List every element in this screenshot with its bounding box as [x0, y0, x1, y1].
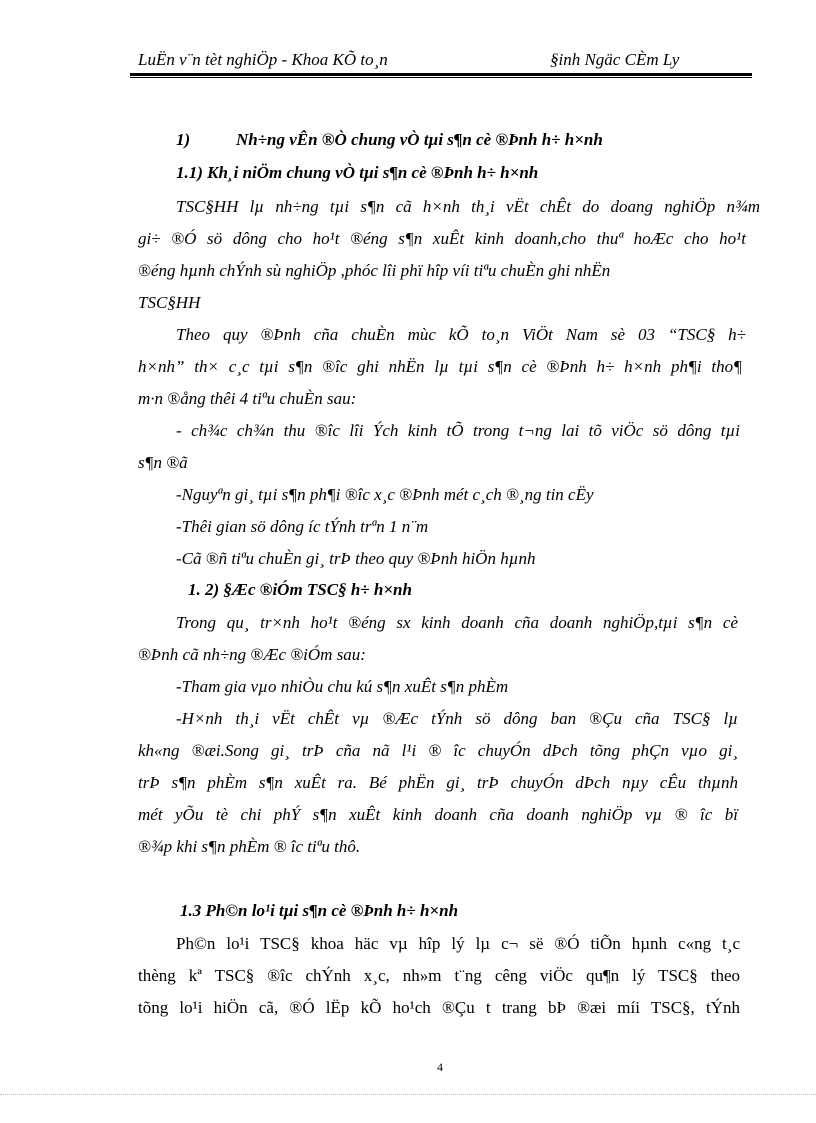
- paragraph-line: ®éng hµnh chÝnh sù nghiÖp ,phóc lîi phï hîp víi tiªu chuÈn ghi nhËn: [138, 261, 611, 280]
- page-bottom-divider: [0, 1094, 816, 1095]
- paragraph-line: mét yÕu tè chi phÝ s¶n xuÊt kinh doanh cña doanh nghiÖp vµ ® îc bï: [138, 805, 738, 824]
- paragraph-line: m·n ®ång thêi 4 tiªu chuÈn sau:: [138, 389, 357, 408]
- list-item: -Cã ®ñ tiªu chuÈn gi¸ trÞ theo quy ®Þnh hiÖn hµnh: [176, 549, 536, 568]
- paragraph-line: Theo quy ®Þnh cña chuÈn mùc kÕ to¸n ViÖt Nam sè 03 “TSC§ h÷: [176, 325, 746, 344]
- list-item: -Thêi gian sö dông íc tÝnh trªn 1 n¨m: [176, 517, 429, 536]
- paragraph-line: gi÷ ®Ó sö dông cho ho¹t ®éng s¶n xuÊt kinh doanh,cho thuª hoÆc cho ho¹t: [138, 229, 746, 248]
- list-item: -H×nh th¸i vËt chÊt vµ ®Æc tÝnh sö dông ban ®Çu cña TSC§ lµ: [176, 709, 738, 728]
- paragraph-line: thèng kª TSC§ ®îc chÝnh x¸c, nh»m t¨ng cêng viÖc qu¶n lý TSC§ theo: [138, 966, 740, 985]
- paragraph-line: ®Þnh cã nh÷ng ®Æc ®iÓm sau:: [138, 645, 366, 664]
- list-item: - ch¾c ch¾n thu ®îc lîi Ých kinh tÕ trong t¬ng lai tõ viÖc sö dông tµi: [176, 421, 740, 440]
- paragraph-line: kh«ng ®æi.Song gi¸ trÞ cña nã l¹i ® îc chuyÓn dÞch tõng phÇn vµo gi¸: [138, 741, 738, 760]
- paragraph-line: Ph©n lo¹i TSC§ khoa häc vµ hîp lý lµ c¬ së ®Ó tiÕn hµnh c«ng t¸c: [176, 934, 740, 953]
- list-item: -Tham gia vµo nhiÒu chu kú s¶n xuÊt s¶n phÈm: [176, 677, 509, 696]
- paragraph-line: TSC§HH: [138, 293, 201, 312]
- running-header: [138, 48, 718, 74]
- paragraph-line: Trong qu¸ tr×nh ho¹t ®éng sx kinh doanh cña doanh nghiÖp,tµi s¶n cè: [176, 613, 738, 632]
- paragraph-line: tõng lo¹i hiÖn cã, ®Ó lËp kÕ ho¹ch ®Çu t trang bÞ ®æi míi TSC§, tÝnh: [138, 998, 740, 1017]
- header-thesis-title: LuËn v¨n tèt nghiÖp - Khoa KÕ to¸n: [138, 50, 388, 69]
- section-1-2-heading: 1. 2) §Æc ®iÓm TSC§ h÷ h×nh: [188, 580, 412, 599]
- paragraph-line: ®¾p khi s¶n phÈm ® îc tiªu thô.: [138, 837, 361, 856]
- section-1-1-heading: 1.1) Kh¸i niÖm chung vÒ tµi s¶n cè ®Þnh h÷ h×nh: [176, 163, 539, 182]
- list-item-continuation: s¶n ®ã: [138, 453, 188, 472]
- section-1-heading: Nh÷ng vÊn ®Ò chung vÒ tµi s¶n cè ®Þnh h÷ h×nh: [236, 130, 603, 149]
- header-divider: [130, 73, 752, 78]
- section-1-number: 1): [176, 130, 191, 149]
- paragraph-line: TSC§HH lµ nh÷ng tµi s¶n cã h×nh th¸i vËt chÊt do doang nghiÖp n¾m: [176, 197, 760, 216]
- page-number: 4: [437, 1060, 443, 1074]
- header-author-name: §inh Ngäc CÈm Ly: [550, 50, 680, 69]
- paragraph-line: h×nh” th× c¸c tµi s¶n ®îc ghi nhËn lµ tµi s¶n cè ®Þnh h÷ h×nh ph¶i tho¶: [138, 357, 742, 376]
- section-1-3-heading: 1.3 Ph©n lo¹i tµi s¶n cè ®Þnh h÷ h×nh: [180, 901, 459, 920]
- paragraph-line: trÞ s¶n phÈm s¶n xuÊt ra. Bé phËn gi¸ trÞ chuyÓn dÞch nµy cÊu thµnh: [138, 773, 738, 792]
- list-item: -Nguyªn gi¸ tµi s¶n ph¶i ®îc x¸c ®Þnh mét c¸ch ®¸ng tin cËy: [176, 485, 594, 504]
